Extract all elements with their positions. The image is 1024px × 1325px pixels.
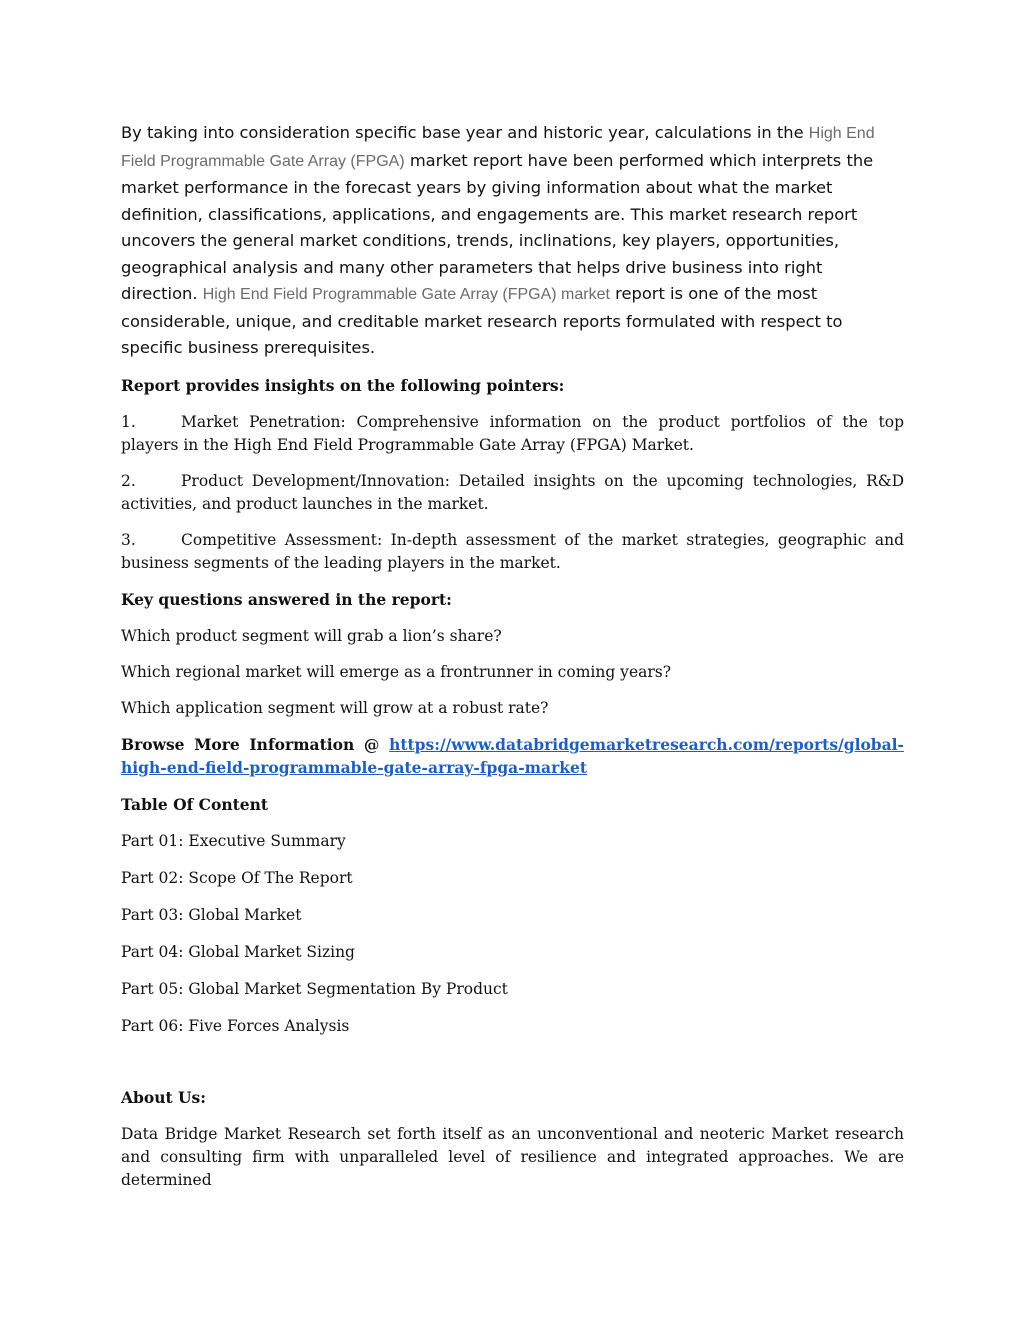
toc-item: Part 04: Global Market Sizing	[121, 942, 355, 961]
pointer-number: 3.	[121, 530, 136, 549]
about-heading: About Us:	[121, 1087, 206, 1107]
toc-item: Part 03: Global Market	[121, 905, 302, 924]
pointer-item	[121, 529, 904, 575]
toc-item: Part 06: Five Forces Analysis	[121, 1016, 350, 1035]
toc-item: Part 01: Executive Summary	[121, 831, 346, 850]
pointer-text: Product Development/Innovation: Detailed insights on the upcoming technologies, R&D activities, and product launches in the market.	[121, 471, 904, 513]
questions-heading: Key questions answered in the report:	[121, 589, 452, 609]
intro-term-1: High End Field Programmable Gate Array (FPGA)	[121, 125, 875, 170]
report-link[interactable]: https://www.databridgemarketresearch.com/reports/global-high-end-field-programmable-gate-array-fpga-market	[121, 734, 904, 777]
browse-more	[121, 733, 904, 779]
question-item: Which product segment will grab a lion’s share?	[121, 626, 502, 645]
pointer-text: Market Penetration: Comprehensive information on the product portfolios of the top players in the High End Field Programmable Gate Array (FPGA) Market.	[121, 412, 904, 454]
document-page	[121, 120, 904, 1205]
intro-text-1: By taking into consideration specific base year and historic year, calculations in the	[121, 123, 809, 142]
browse-label: Browse More Information @	[121, 734, 390, 754]
about-text: Data Bridge Market Research set forth itself as an unconventional and neoteric Market research and consulting firm with unparalleled level of resilience and integrated approaches. We are determined	[121, 1124, 904, 1189]
intro-term-2: High End Field Programmable Gate Array (FPGA) market	[202, 286, 610, 303]
pointer-number: 1.	[121, 412, 136, 431]
toc-heading: Table Of Content	[121, 794, 269, 814]
intro-paragraph	[121, 120, 904, 362]
pointer-item	[121, 470, 904, 516]
question-item: Which application segment will grow at a robust rate?	[121, 698, 549, 717]
pointer-number: 2.	[121, 471, 136, 490]
toc-item: Part 05: Global Market Segmentation By Product	[121, 979, 508, 998]
intro-text-2: market report have been performed which interprets the market performance in the forecast years by giving information about what the market definition, classifications, applications, and engagements are. This market research report uncovers the general market conditions, trends, inclinations, key players, opportunities, geographical analysis and many other parameters that helps drive business into right direction.	[121, 150, 874, 303]
toc-item: Part 02: Scope Of The Report	[121, 868, 353, 887]
pointer-item	[121, 411, 904, 457]
intro-text-3: report is one of the most considerable, unique, and creditable market research reports formulated with respect to specific business prerequisites.	[121, 284, 843, 357]
question-item: Which regional market will emerge as a frontrunner in coming years?	[121, 662, 672, 681]
pointer-text: Competitive Assessment: In-depth assessment of the market strategies, geographic and business segments of the leading players in the market.	[121, 530, 904, 572]
pointers-heading: Report provides insights on the following pointers:	[121, 375, 565, 395]
